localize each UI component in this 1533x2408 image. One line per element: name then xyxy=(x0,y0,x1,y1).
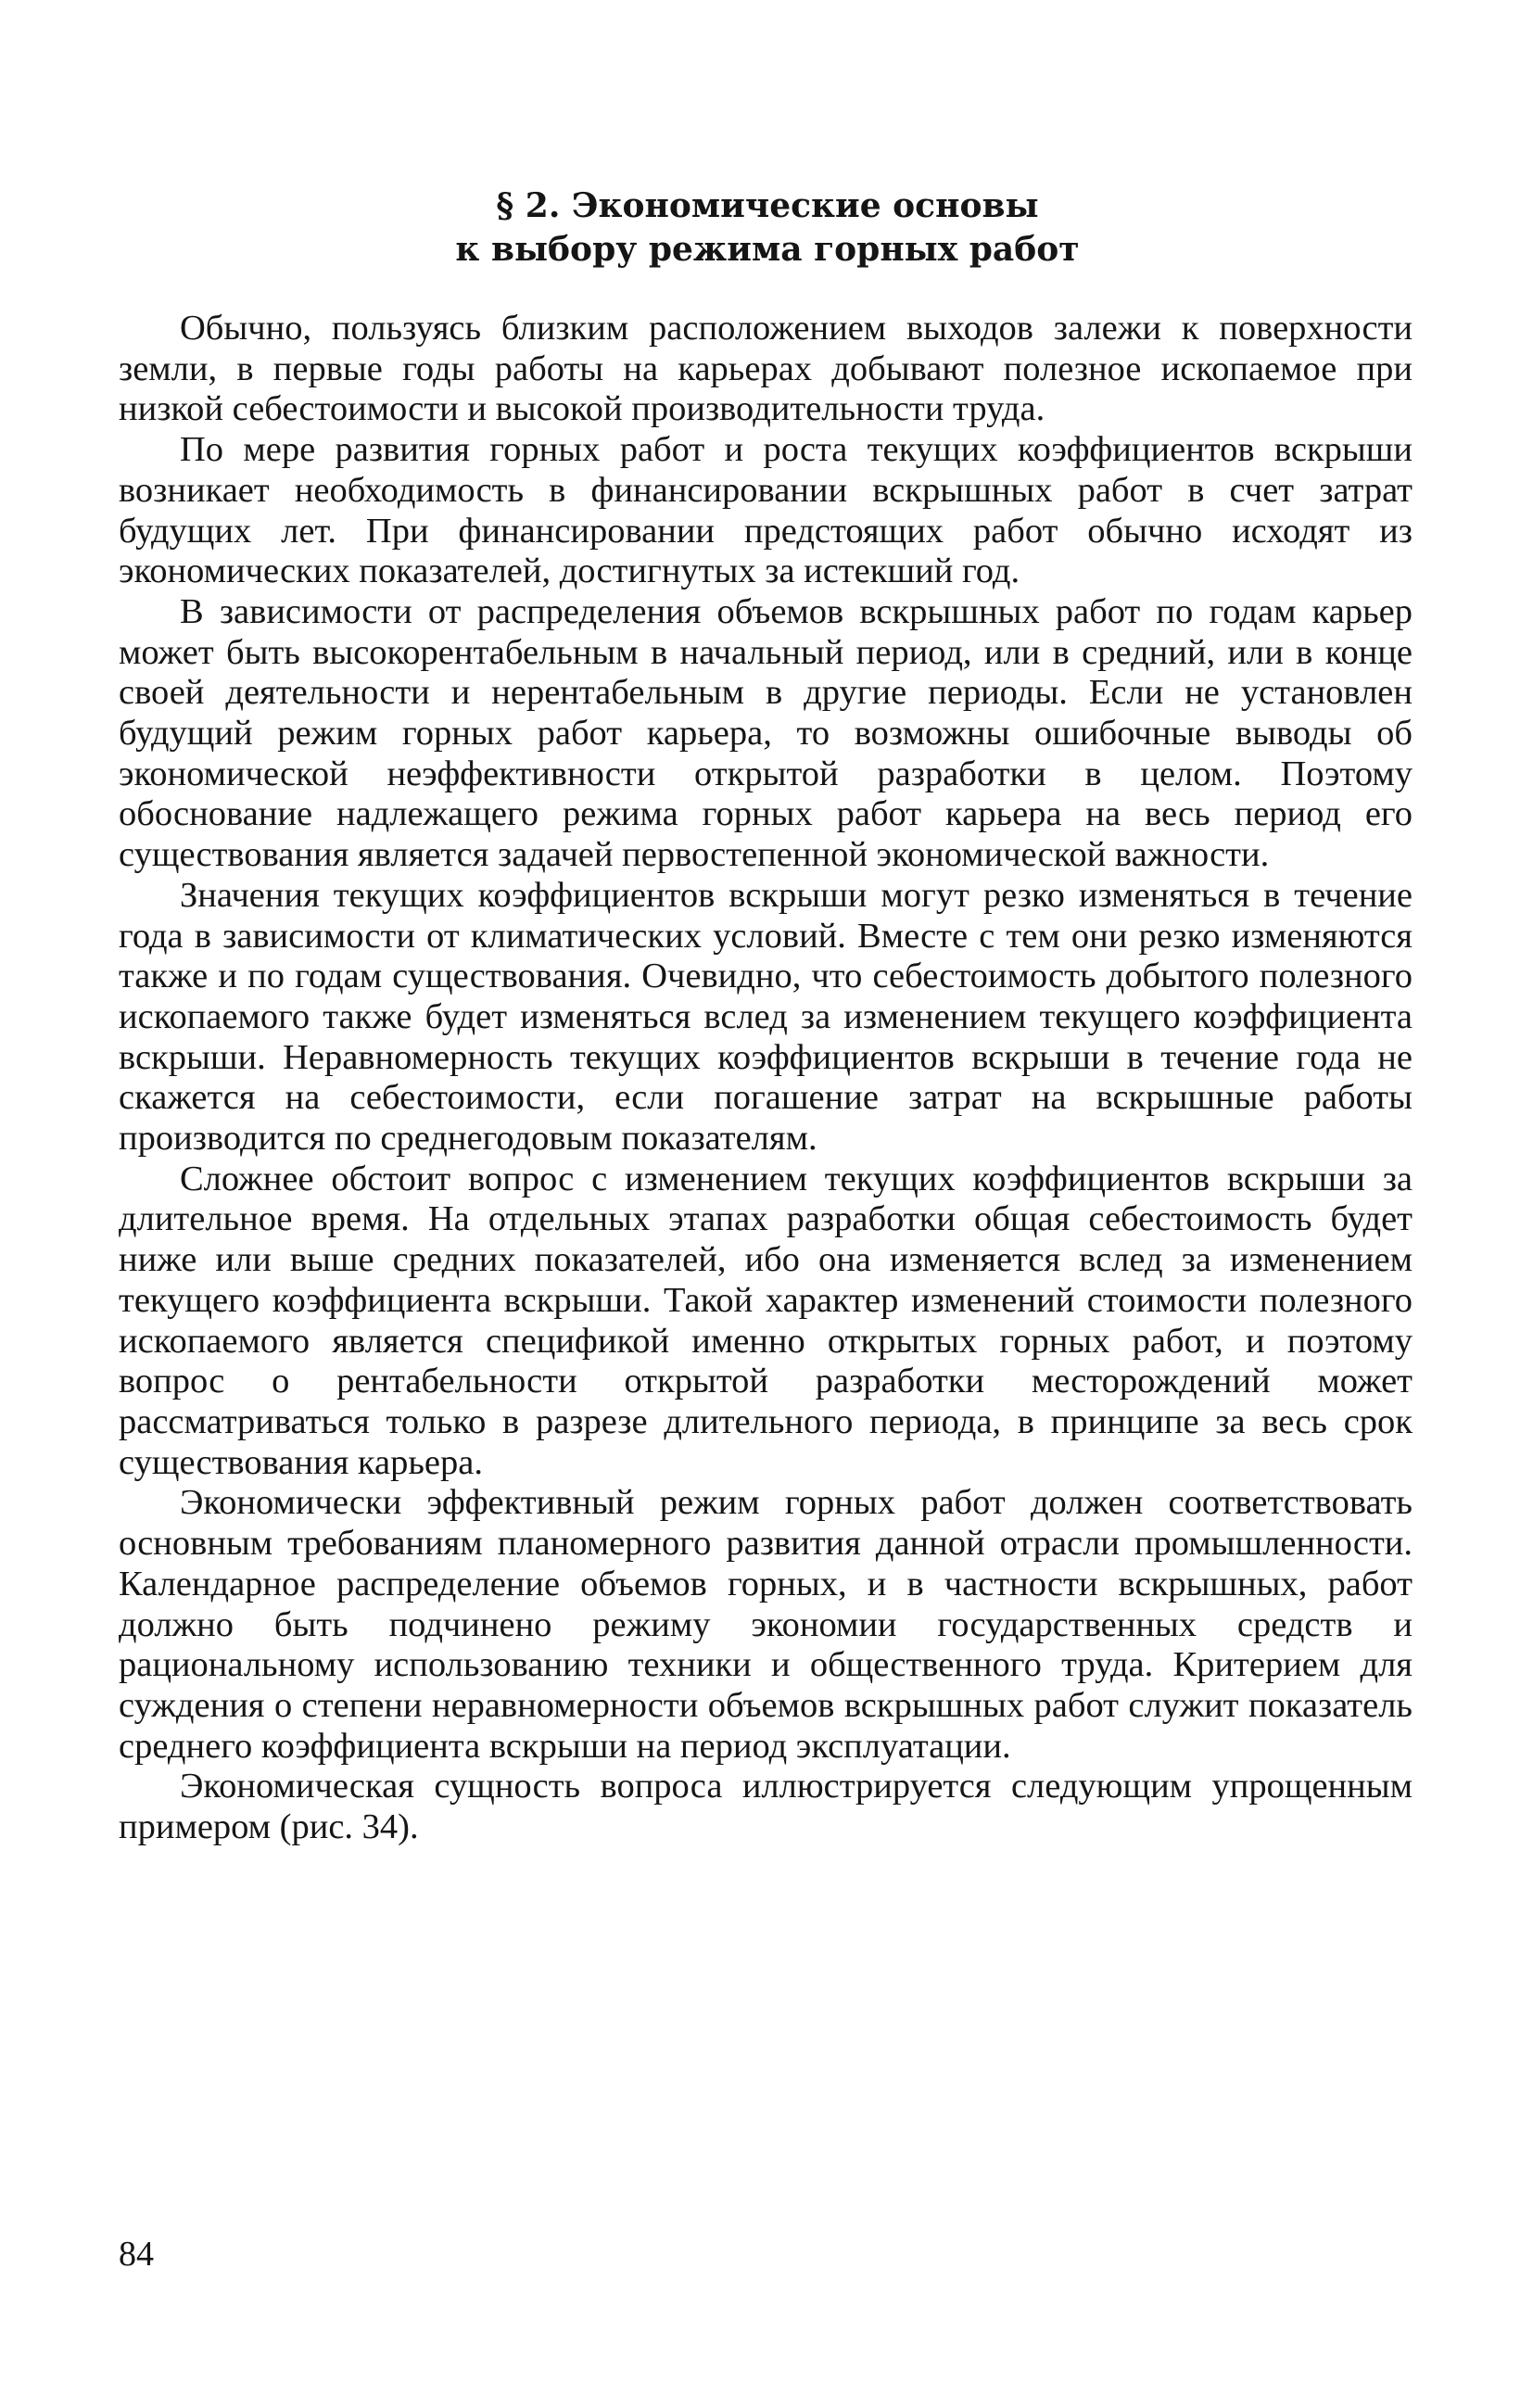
paragraph: Экономически эффективный режим горных работ должен соответствовать основным требованиям планомерного развития данной отрасли промышленности. Календарное распределение объемов горных, и в частности вскрышных, работ должно быть подчинено режиму экономии государственных средств и рациональному использованию техники и общественного труда. Критерием для суждения о степени неравномерности объемов вскрышных работ служит показатель среднего коэффициента вскрыши на период эксплуатации. xyxy=(119,1483,1413,1766)
paragraph: Значения текущих коэффициентов вскрыши могут резко изменяться в течение года в зависимости от климатических условий. Вместе с тем они резко изменяются также и по годам существования. Очевидно, что себестоимость добытого полезного ископаемого также будет изменяться вслед за изменением текущего коэффициента вскрыши. Неравномерность текущих коэффициентов вскрыши в течение года не скажется на себестоимости, если погашение затрат на вскрышные работы производится по среднегодовым показателям. xyxy=(119,875,1413,1159)
paragraph: В зависимости от распределения объемов вскрышных работ по годам карьер может быть высокорентабельным в начальный период, или в средний, или в конце своей деятельности и нерентабельным в другие периоды. Если не установлен будущий режим горных работ карьера, то возможны ошибочные выводы об экономической неэффективности открытой разработки в целом. Поэтому обоснование надлежащего режима горных работ карьера на весь период его существования является задачей первостепенной экономической важности. xyxy=(119,591,1413,875)
paragraph: Экономическая сущность вопроса иллюстрируется следующим упрощенным примером (рис. 34). xyxy=(119,1767,1413,1847)
paragraph: Сложнее обстоит вопрос с изменением текущих коэффициентов вскрыши за длительное время. На отдельных этапах разработки общая себестоимость будет ниже или выше средних показателей, ибо она изменяется вслед за изменением текущего коэффициента вскрыши. Такой характер изменений стоимости полезного ископаемого является спецификой именно открытых горных работ, и поэтому вопрос о рентабельности открытой разработки месторождений может рассматриваться только в разрезе длительного периода, в принципе за весь срок существования карьера. xyxy=(119,1159,1413,1482)
paragraph: По мере развития горных работ и роста текущих коэффициентов вскрыши возникает необходимость в финансировании вскрышных работ в счет затрат будущих лет. При финансировании предстоящих работ обычно исходят из экономических показателей, достигнутых за истекший год. xyxy=(119,430,1413,591)
paragraph: Обычно, пользуясь близким расположением выходов залежи к поверхности земли, в первые годы работы на карьерах добывают полезное ископаемое при низкой себестоимости и высокой производительности труда. xyxy=(119,309,1413,429)
section-title-line-1: § 2. Экономические основы xyxy=(496,186,1039,225)
body-text xyxy=(119,309,1413,1848)
section-title-line-2: к выбору режима горных работ xyxy=(455,230,1080,269)
page-number: 84 xyxy=(119,2235,154,2274)
